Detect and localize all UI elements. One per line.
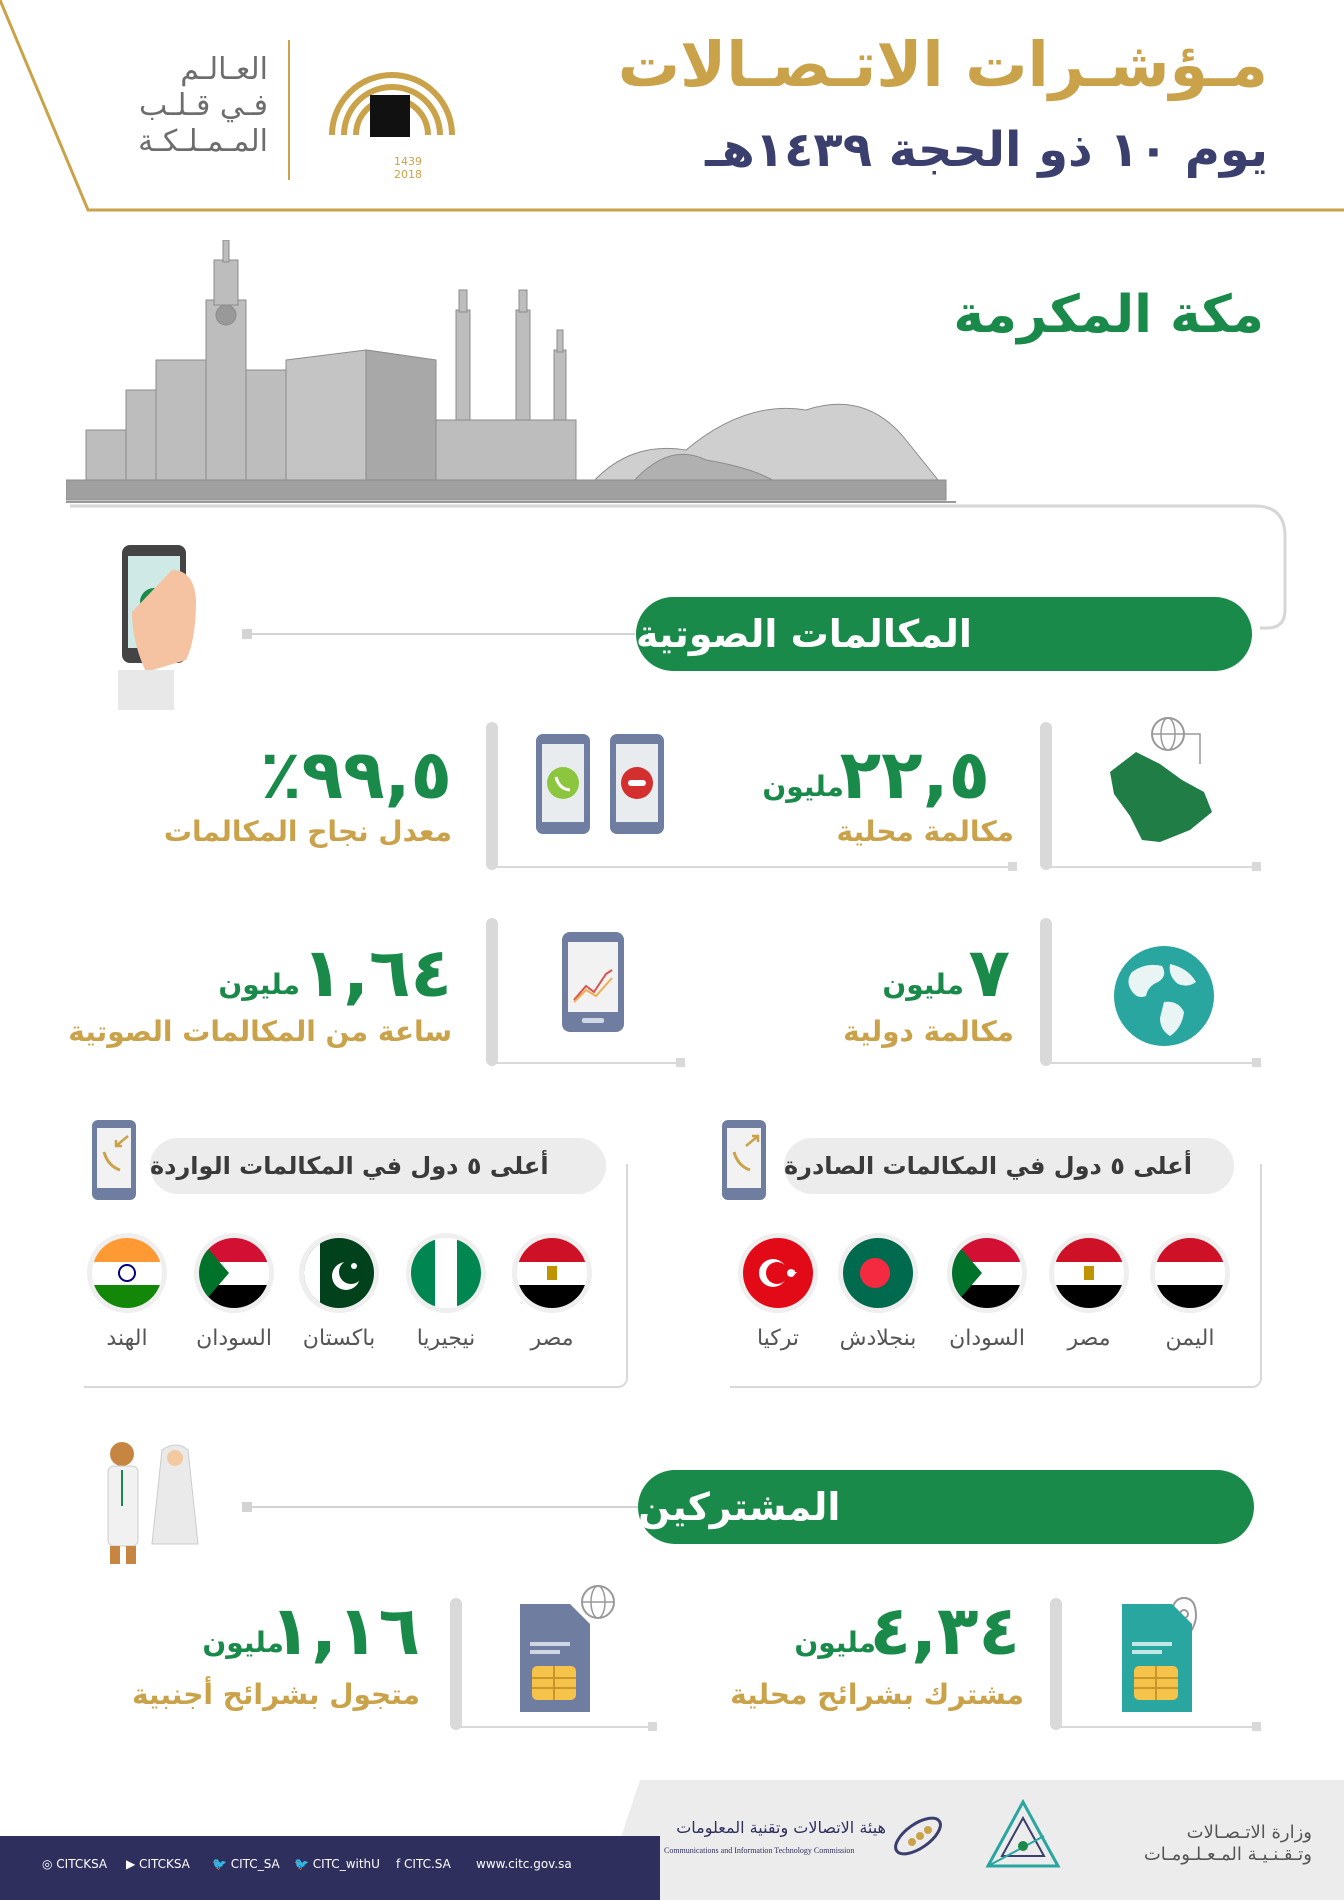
flag-india [92,1238,162,1308]
hours-value: ١,٦٤ [301,934,452,1013]
hours-underline [492,1062,678,1064]
local-sims-bar [1050,1598,1062,1730]
globe-icon [1112,944,1216,1048]
subscribers-section-header: المشتركين [638,1470,1254,1544]
ministry-name-line-1: وزارة الاتـصـالات [1186,1822,1312,1843]
hours-dot [676,1058,685,1067]
website-link[interactable]: www.citc.gov.sa [476,1857,572,1871]
local-calls-underline [1046,866,1256,868]
intl-calls-dot [1252,1058,1261,1067]
instagram-link[interactable]: ◎ CITCKSA [42,1857,108,1871]
youtube-link[interactable]: ▶ CITCKSA [126,1857,190,1871]
success-rate-bar [486,722,498,870]
hajj-logo-icon [312,40,472,190]
flag-sudan [952,1238,1022,1308]
youtube-handle: CITCKSA [139,1857,190,1871]
hours-bar [486,918,498,1066]
incoming-call-icon [90,1118,140,1202]
foreign-sims-bar [450,1598,462,1730]
local-calls-bar [1040,722,1052,870]
local-calls-value: ٢٢,٥ [839,736,990,815]
ministry-name [1082,1822,1312,1866]
logo-divider [288,40,290,180]
logo-line-2: فـي قـلـب [139,88,268,123]
outgoing-header: أعلى ٥ دول في المكالمات الصادرة [784,1138,1234,1194]
citc-logo-icon [888,1806,948,1866]
local-sims-value: ٤,٣٤ [869,1592,1020,1671]
flag-bangladesh [843,1238,913,1308]
local-sims-unit: مليون [794,1626,876,1659]
local-calls-dot [1252,862,1261,871]
twitter-withu-link[interactable]: 🐦 CITC_withU [294,1857,380,1871]
intl-calls-unit: مليون [882,968,964,1001]
incoming-country-4: السودان [196,1326,272,1351]
logo-year-gregorian: 2018 [394,168,422,181]
subscribers-connector-line [250,1506,638,1508]
outgoing-call-icon [720,1118,770,1202]
logo-text [118,52,268,160]
flag-nigeria [411,1238,481,1308]
page-subtitle: يوم ١٠ ذو الحجة ١٤٣٩هـ [705,122,1268,178]
hours-label: ساعة من المكالمات الصوتية [68,1015,452,1048]
incoming-country-5: الهند [106,1326,148,1351]
foreign-sims-unit: مليون [202,1626,284,1659]
incoming-country-2: نيجيريا [416,1326,476,1351]
twitter-handle: CITC_SA [230,1857,280,1871]
outgoing-country-1: اليمن [1165,1326,1215,1351]
city-title: مكة المكرمة [953,285,1264,345]
subscribers-connector-dot [242,1502,252,1512]
saudi-map-icon [1100,712,1222,852]
foreign-sims-value: ١,١٦ [269,1592,420,1671]
twitter-withu-handle: CITC_withU [312,1857,380,1871]
local-calls-unit: مليون [762,770,844,803]
hours-unit: مليون [218,968,300,1001]
ministry-logo-icon [968,1796,1078,1876]
instagram-handle: CITCKSA [56,1857,108,1871]
voice-connector-dot [242,629,252,639]
foreign-sims-underline [456,1726,652,1728]
citc-name-en: Communications and Information Technology Commission [664,1846,855,1855]
call-phones-icon [534,732,668,838]
local-calls-label: مكالمة محلية [836,815,1014,848]
pilgrims-icon [92,1436,212,1566]
footer-bar-slant [560,1836,680,1900]
foreign-sims-dot [648,1722,657,1731]
citc-name-ar: هيئة الاتصالات وتقنية المعلومات [676,1818,886,1837]
logo-line-3: المـمـلـكـة [138,124,268,159]
local-sims-label: مشترك بشرائح محلية [730,1678,1024,1711]
twitter-link[interactable]: 🐦 CITC_SA [212,1857,280,1871]
logo-year-hijri: 1439 [394,155,422,168]
success-rate-dot [1008,862,1017,871]
intl-calls-underline [1046,1062,1256,1064]
phone-hand-icon [112,540,212,710]
flag-turkey [743,1238,813,1308]
local-sim-card-icon [1120,1584,1216,1714]
page-title: مـؤشـرات الاتـصـالات [617,28,1268,101]
ministry-name-line-2: وتـقـنـيـة المـعـلـومـات [1143,1844,1312,1865]
intl-calls-value: ٧ [968,934,1010,1013]
foreign-sim-card-icon [518,1584,622,1714]
logo-line-1: العـالـم [180,52,268,87]
foreign-sims-label: متجول بشرائح أجنبية [131,1678,420,1711]
incoming-header: أعلى ٥ دول في المكالمات الواردة [150,1138,606,1194]
flag-sudan-incoming [199,1238,269,1308]
success-rate-label: معدل نجاح المكالمات [163,815,452,848]
tablet-chart-icon [560,930,626,1034]
success-rate-underline [492,866,1010,868]
flag-egypt-incoming [517,1238,587,1308]
outgoing-country-5: تركيا [756,1326,800,1351]
success-rate-value: ٩٩,٥٪ [260,736,452,815]
incoming-country-1: مصر [530,1326,574,1351]
incoming-country-3: باكستان [302,1326,376,1351]
flag-egypt [1054,1238,1124,1308]
flag-pakistan [304,1238,374,1308]
facebook-link[interactable]: f CITC.SA [396,1857,451,1871]
intl-calls-label: مكالمة دولية [843,1015,1014,1048]
intl-calls-bar [1040,918,1052,1066]
outgoing-country-2: مصر [1067,1326,1111,1351]
outgoing-country-4: بنجلادش [839,1326,917,1351]
local-sims-dot [1252,1722,1261,1731]
facebook-handle: CITC.SA [404,1857,451,1871]
voice-connector-line [250,633,635,635]
voice-section-header: المكالمات الصوتية [636,597,1252,671]
local-sims-underline [1056,1726,1256,1728]
mecca-skyline-illustration [66,240,966,510]
outgoing-country-3: السودان [949,1326,1025,1351]
flag-yemen [1155,1238,1225,1308]
